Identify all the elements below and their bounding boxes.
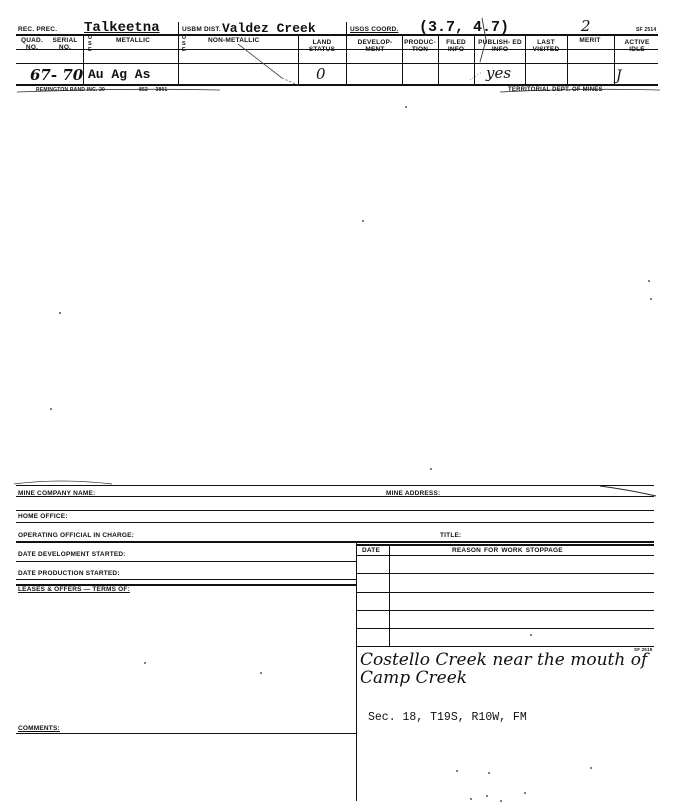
active-idle-header: ACTIVE IDLE [624, 39, 650, 53]
use-metallic-marker: U S E [88, 35, 93, 53]
rec-prec-label: REC. PREC. [18, 26, 58, 33]
land-status-header: LAND STATUS [308, 39, 336, 53]
legal-description: Sec. 18, T19S, R10W, FM [368, 711, 527, 724]
date-development-label: DATE DEVELOPMENT STARTED: [18, 551, 126, 558]
rec-prec-value: Talkeetna [84, 20, 160, 36]
quad-serial-value: 67- 70 [30, 66, 84, 84]
mine-company-name-label: MINE COMPANY NAME: [18, 490, 96, 497]
metallic-value: Au Ag As [88, 67, 151, 82]
comments-label: COMMENTS: [18, 725, 60, 732]
date-production-label: DATE PRODUCTION STARTED: [18, 570, 120, 577]
form-code-bottom: SF 2515 [634, 647, 653, 652]
department-name: TERRITORIAL DEPT. OF MINES [508, 87, 603, 93]
production-header: PRODUC- TION [404, 39, 436, 53]
location-note-line-1: Costello Creek near the mouth of [360, 650, 648, 670]
serial-no-header: SERIAL NO. [52, 37, 78, 51]
merit-header: MERIT [579, 37, 601, 44]
mine-address-label: MINE ADDRESS: [386, 490, 441, 497]
metallic-header: METALLIC [116, 37, 150, 44]
active-idle-value: J [616, 68, 622, 84]
published-info-header: PUBLISH- ED INFO [478, 39, 522, 53]
use-nonmetallic-marker: U S E [182, 35, 187, 53]
title-label: TITLE: [440, 532, 462, 539]
pencil-strokes [0, 0, 678, 100]
development-header: DEVELOP- MENT [357, 39, 393, 53]
pencil-curve [0, 470, 678, 510]
usbm-dist-value: Valdez Creek [222, 21, 316, 36]
usgs-coord-label: USGS COORD. [350, 26, 399, 33]
printer-line: REMINGTON RAND INC. 20 [36, 87, 106, 93]
top-right-mark: 2 [581, 17, 591, 35]
quad-no-header: QUAD. NO. [21, 37, 43, 51]
printer-codes: 852 3801 [139, 87, 168, 93]
date-column-header: DATE [362, 547, 381, 554]
land-status-value: 0 [316, 65, 326, 83]
usbm-dist-label: USBM DIST. [182, 26, 221, 33]
location-note-line-2: Camp Creek [360, 668, 468, 688]
reason-column-header: REASON FOR WORK STOPPAGE [452, 547, 563, 554]
usgs-coord-value: (3.7, 4.7) [419, 19, 510, 36]
home-office-label: HOME OFFICE: [18, 513, 68, 520]
non-metallic-header: NON-METALLIC [208, 37, 260, 44]
published-info-value: yes [486, 64, 512, 82]
operating-official-label: OPERATING OFFICIAL IN CHARGE: [18, 532, 135, 539]
filed-info-header: FILED INFO [446, 39, 466, 53]
leases-label: LEASES & OFFERS — TERMS OF: [18, 586, 130, 593]
form-code-top: SF 2514 [636, 27, 657, 33]
last-visited-header: LAST VISITED [532, 39, 560, 53]
